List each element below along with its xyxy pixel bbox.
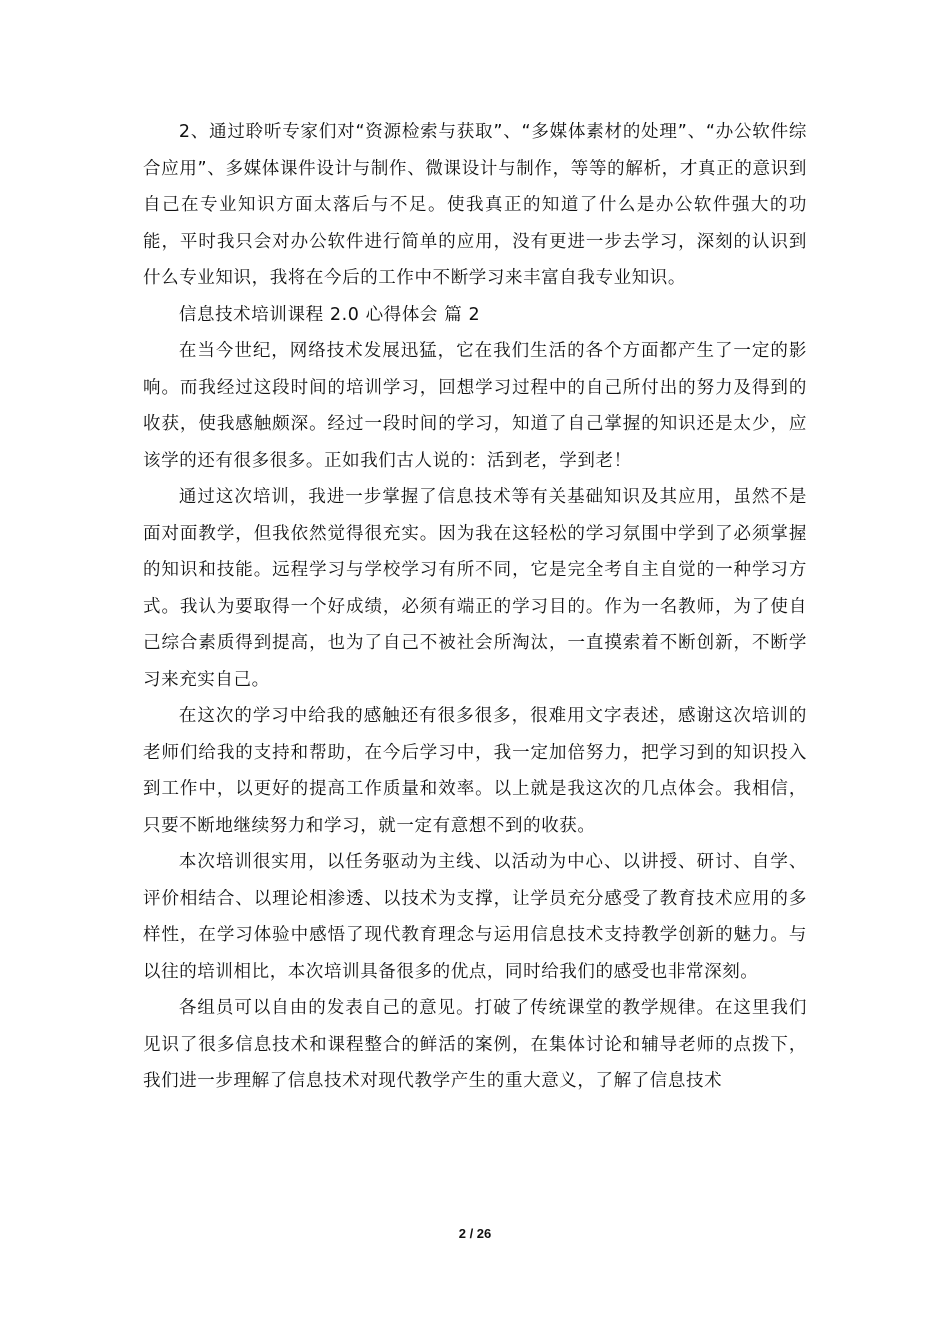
paragraph-feelings: 在这次的学习中给我的感触还有很多很多，很难用文字表述，感谢这次培训的老师们给我的支持和帮助，在今后学习中，我一定加倍努力，把学习到的知识投入到工作中，以更好的提高工作质量和效率。以上就是我这次的几点体会。我相信，只要不断地继续努力和学习，就一定有意想不到的收获。 [143, 706, 807, 836]
paragraph-practical: 本次培训很实用，以任务驱动为主线、以活动为中心、以讲授、研讨、自学、评价相结合、以理论相渗透、以技术为支撑，让学员充分感受了教育技术应用的多样性，在学习体验中感悟了现代教育理念与运用信息技术支持教学创新的魅力。与以往的培训相比，本次培训具备很多的优点，同时给我们的感受也非常深刻。 [143, 852, 807, 982]
paragraph-intro: 在当今世纪，网络技术发展迅猛，它在我们生活的各个方面都产生了一定的影响。而我经过这段时间的培训学习，回想学习过程中的自己所付出的努力及得到的收获，使我感触颇深。经过一段时间的学习，知道了自己掌握的知识还是太少，应该学的还有很多很多。正如我们古人说的：活到老，学到老！ [143, 341, 807, 471]
paragraph-training: 通过这次培训，我进一步掌握了信息技术等有关基础知识及其应用，虽然不是面对面教学，但我依然觉得很充实。因为我在这轻松的学习氛围中学到了必须掌握的知识和技能。远程学习与学校学习有所不同，它是完全考自主自觉的一种学习方式。我认为要取得一个好成绩，必须有端正的学习目的。作为一名教师，为了使自己综合素质得到提高，也为了自己不被社会所淘汰，一直摸索着不断创新，不断学习来充实自己。 [143, 487, 807, 690]
paragraph-discussion: 各组员可以自由的发表自己的意见。打破了传统课堂的教学规律。在这里我们见识了很多信息技术和课程整合的鲜活的案例，在集体讨论和辅导老师的点拨下，我们进一步理解了信息技术对现代教学产生的重大意义，了解了信息技术 [143, 998, 807, 1091]
section-heading: 信息技术培训课程 2.0 心得体会 篇 2 [178, 304, 481, 325]
document-body [143, 114, 807, 1100]
paragraph-point-2: 2、通过聆听专家们对“资源检索与获取”、“多媒体素材的处理”、“办公软件综合应用”、多媒体课件设计与制作、微课设计与制作，等等的解析，才真正的意识到自己在专业知识方面太落后与不足。使我真正的知道了什么是办公软件强大的功能，平时我只会对办公软件进行简单的应用，没有更进一步去学习，深刻的认识到什么专业知识，我将在今后的工作中不断学习来丰富自我专业知识。 [143, 122, 807, 288]
page-number: 2 / 26 [458, 1226, 492, 1241]
